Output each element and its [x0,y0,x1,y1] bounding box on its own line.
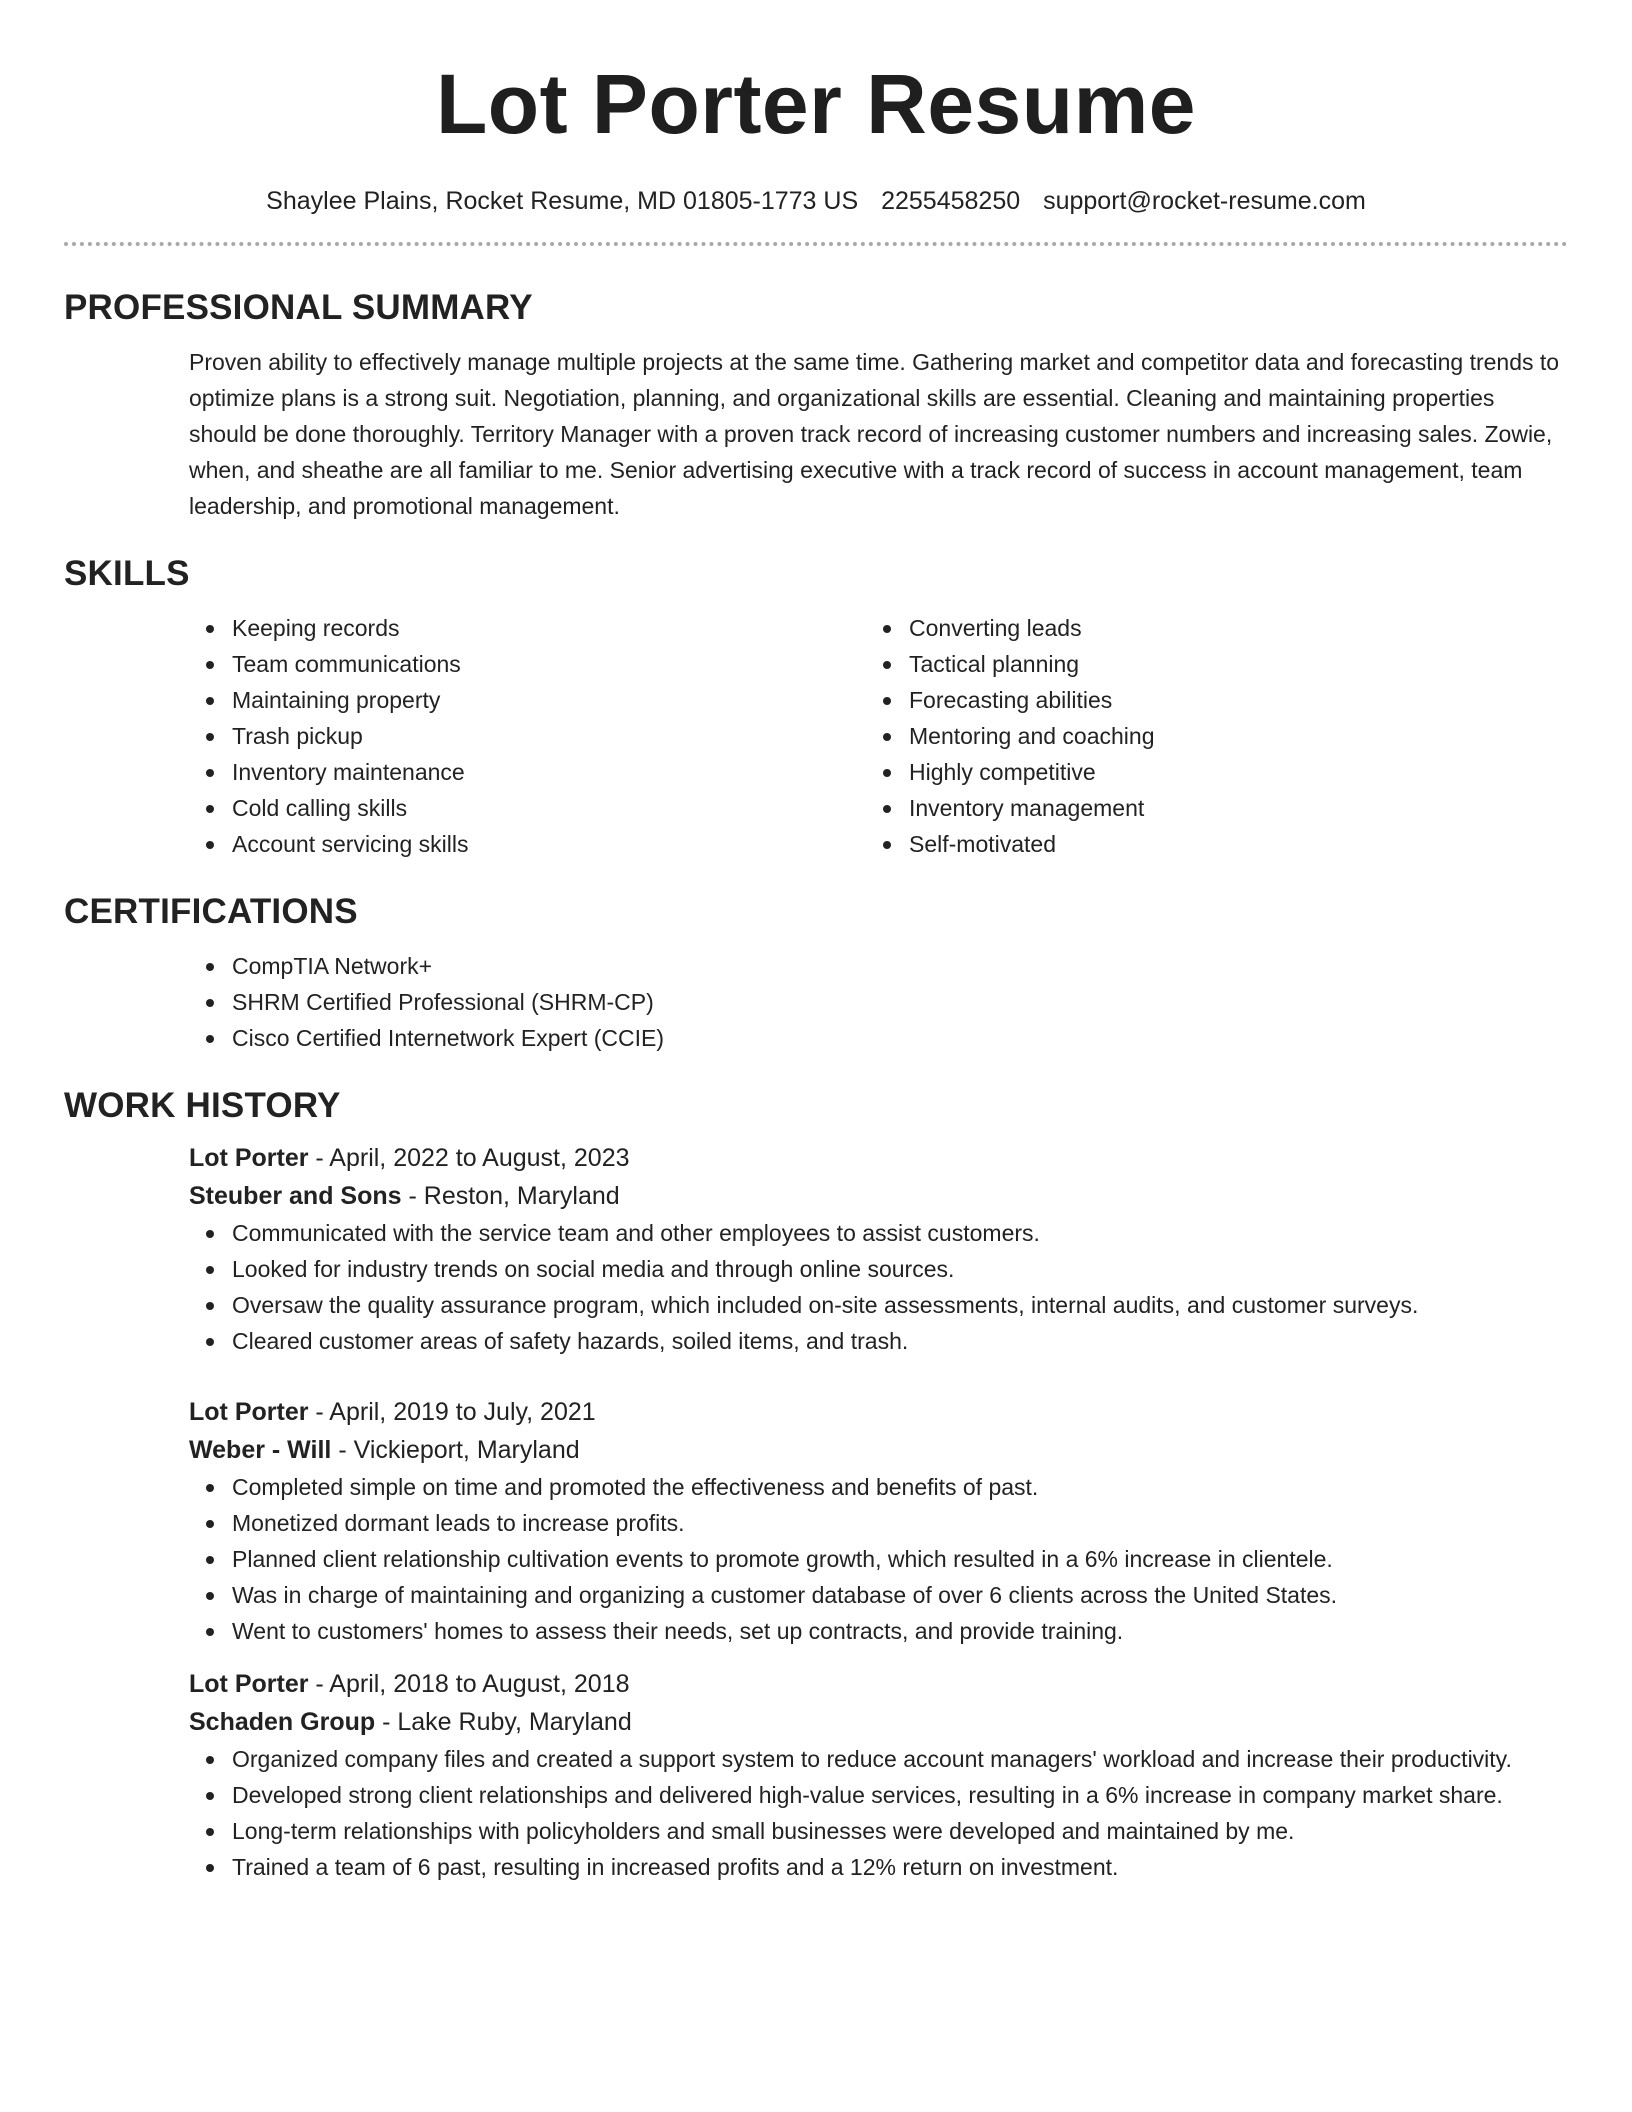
job-entry [189,1393,1568,1649]
skill-item: Mentoring and coaching [866,718,1543,754]
job-bullet: Monetized dormant leads to increase profits. [189,1505,1568,1541]
skills-columns [189,610,1568,862]
job-bullet: Cleared customer areas of safety hazards, soiled items, and trash. [189,1323,1568,1359]
skill-item: Inventory maintenance [189,754,866,790]
job-bullet-list [189,1741,1568,1885]
job-dates: - April, 2019 to July, 2021 [308,1398,596,1426]
job-title-line [189,1665,1568,1703]
job-title-line [189,1393,1568,1431]
job-bullet: Developed strong client relationships and delivered high-value services, resulting in a 6% increase in company market share. [189,1777,1568,1813]
resume-name-title: Lot Porter Resume [436,57,1196,151]
contact-email: support@rocket-resume.com [1043,187,1366,215]
skill-item: Forecasting abilities [866,682,1543,718]
job-title-line [189,1139,1568,1177]
certification-item: CompTIA Network+ [189,948,1568,984]
skill-item: Maintaining property [189,682,866,718]
job-dates: - April, 2022 to August, 2023 [308,1144,630,1172]
job-entry [189,1665,1568,1885]
job-bullet: Was in charge of maintaining and organizing a customer database of over 6 clients across the United States. [189,1577,1568,1613]
job-bullet: Communicated with the service team and other employees to assist customers. [189,1215,1568,1251]
job-role: Lot Porter [189,1670,309,1698]
skill-item: Team communications [189,646,866,682]
job-bullet: Oversaw the quality assurance program, which included on-site assessments, internal audits, and customer surveys. [189,1287,1568,1323]
skills-heading: SKILLS [64,554,190,593]
work-history-heading: WORK HISTORY [64,1086,341,1125]
job-role: Lot Porter [189,1398,309,1426]
job-bullet: Trained a team of 6 past, resulting in increased profits and a 12% return on investment. [189,1849,1568,1885]
job-company: Schaden Group [189,1708,376,1736]
job-company: Steuber and Sons [189,1182,402,1210]
job-role: Lot Porter [189,1144,309,1172]
job-bullet: Organized company files and created a support system to reduce account managers' workload and increase their productivity. [189,1741,1568,1777]
skill-item: Self-motivated [866,826,1543,862]
header-divider [64,242,1568,246]
job-bullet-list [189,1469,1568,1649]
job-bullet: Looked for industry trends on social media and through online sources. [189,1251,1568,1287]
job-location: - Lake Ruby, Maryland [375,1708,632,1736]
contact-address: Shaylee Plains, Rocket Resume, MD 01805-1773 US [266,187,859,215]
job-dates: - April, 2018 to August, 2018 [308,1670,630,1698]
skill-item: Converting leads [866,610,1543,646]
job-bullet-list [189,1215,1568,1359]
certifications-heading: CERTIFICATIONS [64,892,358,931]
certifications-list [189,948,1568,1056]
skills-list-left [189,610,866,862]
skills-list-right [866,610,1543,862]
skill-item: Highly competitive [866,754,1543,790]
summary-text: Proven ability to effectively manage multiple projects at the same time. Gathering market and competitor data and forecasting trends to optimize plans is a strong suit. Negotiation, planning, and organizational skills are essential. Cleaning and maintaining properties should be done thoroughly. Territory Manager with a proven track record of increasing customer numbers and increasing sales. Zowie, when, and sheathe are all familiar to me. Senior advertising executive with a track record of success in account management, team leadership, and promotional management. [189,349,1560,519]
job-location: - Reston, Maryland [401,1182,620,1210]
job-location: - Vickieport, Maryland [331,1436,580,1464]
job-bullet: Completed simple on time and promoted the effectiveness and benefits of past. [189,1469,1568,1505]
contact-line [64,186,1568,216]
certification-item: SHRM Certified Professional (SHRM-CP) [189,984,1568,1020]
job-bullet: Went to customers' homes to assess their needs, set up contracts, and provide training. [189,1613,1568,1649]
job-bullet: Planned client relationship cultivation events to promote growth, which resulted in a 6% increase in clientele. [189,1541,1568,1577]
skill-item: Inventory management [866,790,1543,826]
certification-item: Cisco Certified Internetwork Expert (CCIE) [189,1020,1568,1056]
skill-item: Tactical planning [866,646,1543,682]
skill-item: Keeping records [189,610,866,646]
job-company: Weber - Will [189,1436,332,1464]
job-company-line [189,1431,1568,1469]
summary-heading: PROFESSIONAL SUMMARY [64,288,533,327]
skill-item: Account servicing skills [189,826,866,862]
job-entry [189,1139,1568,1359]
job-company-line [189,1703,1568,1741]
skill-item: Trash pickup [189,718,866,754]
job-bullet: Long-term relationships with policyholders and small businesses were developed and maintained by me. [189,1813,1568,1849]
certifications-block [189,948,1568,1056]
contact-phone: 2255458250 [881,187,1021,215]
job-company-line [189,1177,1568,1215]
skill-item: Cold calling skills [189,790,866,826]
